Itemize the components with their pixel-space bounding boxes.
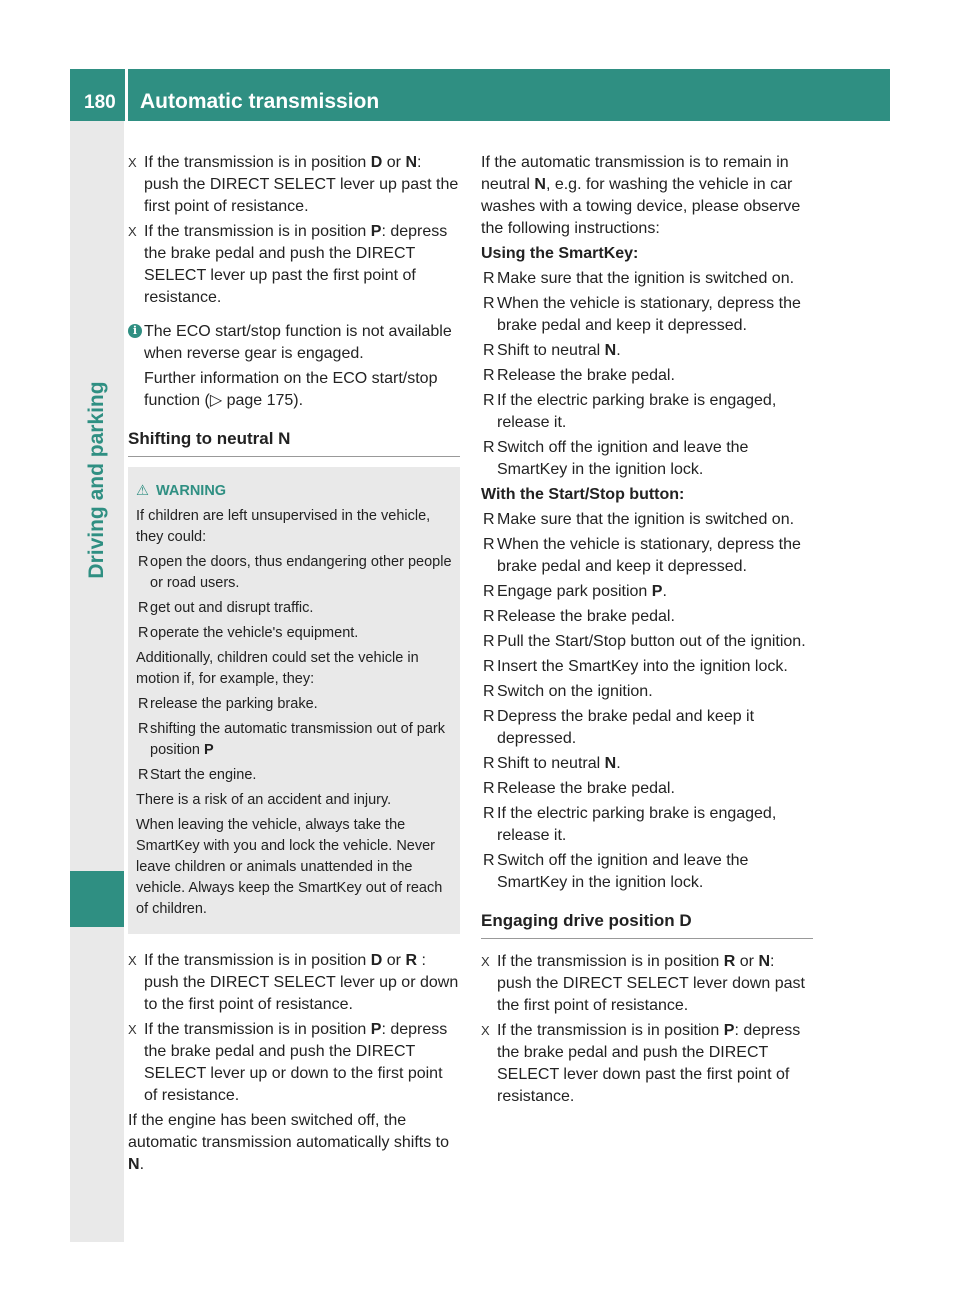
bullet-marker-icon: R [483, 852, 495, 869]
step-bold: D [370, 952, 383, 969]
warning-title-text: WARNING [156, 483, 227, 499]
step-marker-icon: X [481, 1023, 490, 1038]
bullet-item [481, 803, 813, 847]
info-ref-text: page 175). [222, 392, 304, 409]
bullet-text: When the vehicle is stationary, depress the brake pedal and keep it depressed. [497, 295, 801, 334]
bullet-bold: N [604, 755, 617, 772]
bullet-text: Shift to neutral [497, 755, 605, 772]
warning-risk: There is a risk of an accident and injury. [136, 792, 392, 808]
bullet-text: Depress the brake pedal and keep it depressed. [497, 708, 755, 747]
bullet-item [481, 365, 813, 387]
step-item [481, 1020, 813, 1108]
step-text: or [735, 953, 759, 970]
warning-bullet-text: release the parking brake. [150, 696, 318, 712]
smartkey-label: Using the SmartKey: [481, 245, 639, 262]
bullet-bold: P [651, 583, 663, 600]
bullet-item [481, 581, 813, 603]
bullet-marker-icon: R [138, 767, 149, 783]
step-marker-icon: X [481, 954, 490, 969]
page-ref-arrow-icon: ▷ [209, 392, 223, 409]
bullet-item [481, 340, 813, 362]
final-paragraph [128, 1110, 460, 1176]
step-marker-icon: X [128, 1022, 137, 1037]
bullet-marker-icon: R [483, 683, 495, 700]
warning-bullet-text: shifting the automatic transmission out of park position [150, 721, 445, 758]
bullet-marker-icon: R [483, 342, 495, 359]
bullet-text: Insert the SmartKey into the ignition lock. [497, 658, 788, 675]
info-text: The ECO start/stop function is not available when reverse gear is engaged. [144, 323, 452, 362]
bullet-marker-icon: R [138, 554, 149, 570]
step-text: If the transmission is in position [497, 1022, 724, 1039]
bullet-item [481, 509, 813, 531]
bullet-item [481, 753, 813, 775]
bullet-marker-icon: R [483, 367, 495, 384]
warning-bullet [136, 765, 452, 786]
step-marker-icon: X [128, 953, 137, 968]
step-text: If the transmission is in position [144, 952, 371, 969]
bullet-marker-icon: R [483, 511, 495, 528]
step-text: If the transmission is in position [144, 1021, 371, 1038]
step-text: : depress the brake pedal and push the DIRECT SELECT lever up past the first point of resistance. [144, 223, 448, 306]
final-bold: N [128, 1156, 140, 1173]
smartkey-list [481, 268, 813, 481]
right-column [481, 152, 813, 1111]
step-text: If the transmission is in position [497, 953, 724, 970]
bullet-text: Switch off the ignition and leave the SmartKey in the ignition lock. [497, 852, 749, 891]
warning-bullet-text: operate the vehicle's equipment. [150, 625, 359, 641]
left-column [128, 152, 460, 1179]
bullet-item [481, 268, 813, 290]
bullet-text: . [662, 583, 667, 600]
step-text: If the transmission is in position [144, 223, 371, 240]
intro-text: , e.g. for washing the vehicle in car washes with a towing device, please observe the following instructions: [481, 176, 801, 237]
bullet-item [481, 390, 813, 434]
warning-bullet [136, 694, 452, 715]
page-title: Automatic transmission [140, 90, 380, 113]
bullet-marker-icon: R [138, 600, 149, 616]
startstop-label: With the Start/Stop button: [481, 486, 685, 503]
bullet-marker-icon: R [483, 805, 495, 822]
bullet-bold: N [604, 342, 617, 359]
bullet-text: Release the brake pedal. [497, 367, 675, 384]
warning-bullet-text: get out and disrupt traffic. [150, 600, 314, 616]
step-bold: R [723, 953, 736, 970]
step-marker-icon: X [128, 155, 137, 170]
step-item [128, 1019, 460, 1107]
bullet-item [481, 681, 813, 703]
info-ref-text: Further information on the ECO start/stop function ( [144, 370, 438, 409]
bullet-marker-icon: R [483, 755, 495, 772]
step-text: If the transmission is in position [144, 154, 371, 171]
step-bold: P [723, 1022, 735, 1039]
step-bold: P [370, 1021, 382, 1038]
warning-bullet [136, 719, 452, 761]
step-marker-icon: X [128, 224, 137, 239]
bullet-item [481, 437, 813, 481]
step-text: : depress the brake pedal and push the DIRECT SELECT lever up or down to the first point of resistance. [144, 1021, 448, 1104]
step-text: or [382, 952, 406, 969]
bullet-item [481, 293, 813, 337]
info-reference [144, 368, 460, 412]
final-text: . [139, 1156, 145, 1173]
warning-bullet-text: Start the engine. [150, 767, 257, 783]
bullet-marker-icon: R [483, 633, 495, 650]
bullet-text: Release the brake pedal. [497, 780, 675, 797]
step-bold: N [405, 154, 418, 171]
step-text: : push the DIRECT SELECT lever up or down to the first point of resistance. [144, 952, 459, 1013]
side-block [70, 871, 124, 927]
bullet-text: Switch off the ignition and leave the SmartKey in the ignition lock. [497, 439, 749, 478]
bullet-text: If the electric parking brake is engaged, release it. [497, 805, 777, 844]
warning-icon: ⚠ [136, 483, 149, 499]
step-item [128, 152, 460, 218]
warning-middle: Additionally, children could set the vehicle in motion if, for example, they: [136, 650, 419, 687]
bullet-text: Make sure that the ignition is switched on. [497, 511, 795, 528]
step-item [128, 221, 460, 309]
bullet-item [481, 850, 813, 894]
bullet-item [481, 706, 813, 750]
bullet-item [481, 778, 813, 800]
page-number: 180 [84, 92, 116, 113]
bullet-marker-icon: R [483, 295, 495, 312]
bullet-marker-icon: R [138, 721, 149, 737]
step-bold: P [370, 223, 382, 240]
intro-text: If the automatic transmission is to remain in neutral [481, 154, 789, 193]
bullet-marker-icon: R [483, 608, 495, 625]
warning-bullet-bold: P [204, 742, 214, 758]
bullet-text: Switch on the ignition. [497, 683, 653, 700]
step-item [481, 951, 813, 1017]
intro-bold: N [534, 176, 546, 193]
step-bold: N [758, 953, 771, 970]
final-text: If the engine has been switched off, the automatic transmission automatically shifts to [128, 1112, 450, 1151]
bullet-item [481, 606, 813, 628]
bullet-marker-icon: R [483, 708, 495, 725]
section-heading: Shifting to neutral N [128, 428, 460, 457]
warning-title [136, 481, 452, 502]
bullet-marker-icon: R [483, 536, 495, 553]
bullet-text: Release the brake pedal. [497, 608, 675, 625]
step-bold: R [405, 952, 418, 969]
bullet-text: If the electric parking brake is engaged, release it. [497, 392, 777, 431]
warning-bullet [136, 623, 452, 644]
startstop-list [481, 509, 813, 894]
bullet-text: When the vehicle is stationary, depress the brake pedal and keep it depressed. [497, 536, 801, 575]
bullet-text: Shift to neutral [497, 342, 605, 359]
bullet-item [481, 631, 813, 653]
bullet-text: Make sure that the ignition is switched on. [497, 270, 795, 287]
bullet-marker-icon: R [483, 583, 495, 600]
warning-bullet [136, 598, 452, 619]
bullet-marker-icon: R [483, 780, 495, 797]
side-label-text: Driving and parking [85, 381, 108, 579]
side-strip [70, 121, 124, 1242]
step-text: : push the DIRECT SELECT lever down past the first point of resistance. [497, 953, 805, 1014]
section-heading: Engaging drive position D [481, 910, 813, 939]
side-label [82, 350, 112, 610]
bullet-marker-icon: R [483, 439, 495, 456]
info-icon: i [128, 324, 142, 338]
warning-bullet [136, 552, 452, 594]
warning-box [128, 467, 460, 934]
warning-bullet-text: open the doors, thus endangering other people or road users. [150, 554, 452, 591]
step-item [128, 950, 460, 1016]
bullet-text: . [616, 755, 621, 772]
bullet-text: Pull the Start/Stop button out of the ignition. [497, 633, 806, 650]
step-text: or [382, 154, 406, 171]
bullet-item [481, 534, 813, 578]
bullet-text: . [616, 342, 621, 359]
intro-paragraph [481, 152, 813, 240]
bullet-marker-icon: R [138, 696, 149, 712]
step-text: : depress the brake pedal and push the DIRECT SELECT lever down past the first point of resistance. [497, 1022, 801, 1105]
bullet-text: Engage park position [497, 583, 652, 600]
header-divider [125, 69, 128, 121]
info-note [128, 321, 460, 412]
bullet-marker-icon: R [483, 270, 495, 287]
warning-advice: When leaving the vehicle, always take the SmartKey with you and lock the vehicle. Never leave children or animals unattended in the vehicle. Always keep the SmartKey out of reach of children. [136, 817, 443, 917]
warning-intro: If children are left unsupervised in the vehicle, they could: [136, 508, 431, 545]
bullet-marker-icon: R [483, 658, 495, 675]
bullet-marker-icon: R [138, 625, 149, 641]
step-text: : push the DIRECT SELECT lever up past the first point of resistance. [144, 154, 459, 215]
bullet-item [481, 656, 813, 678]
step-bold: D [370, 154, 383, 171]
bullet-marker-icon: R [483, 392, 495, 409]
